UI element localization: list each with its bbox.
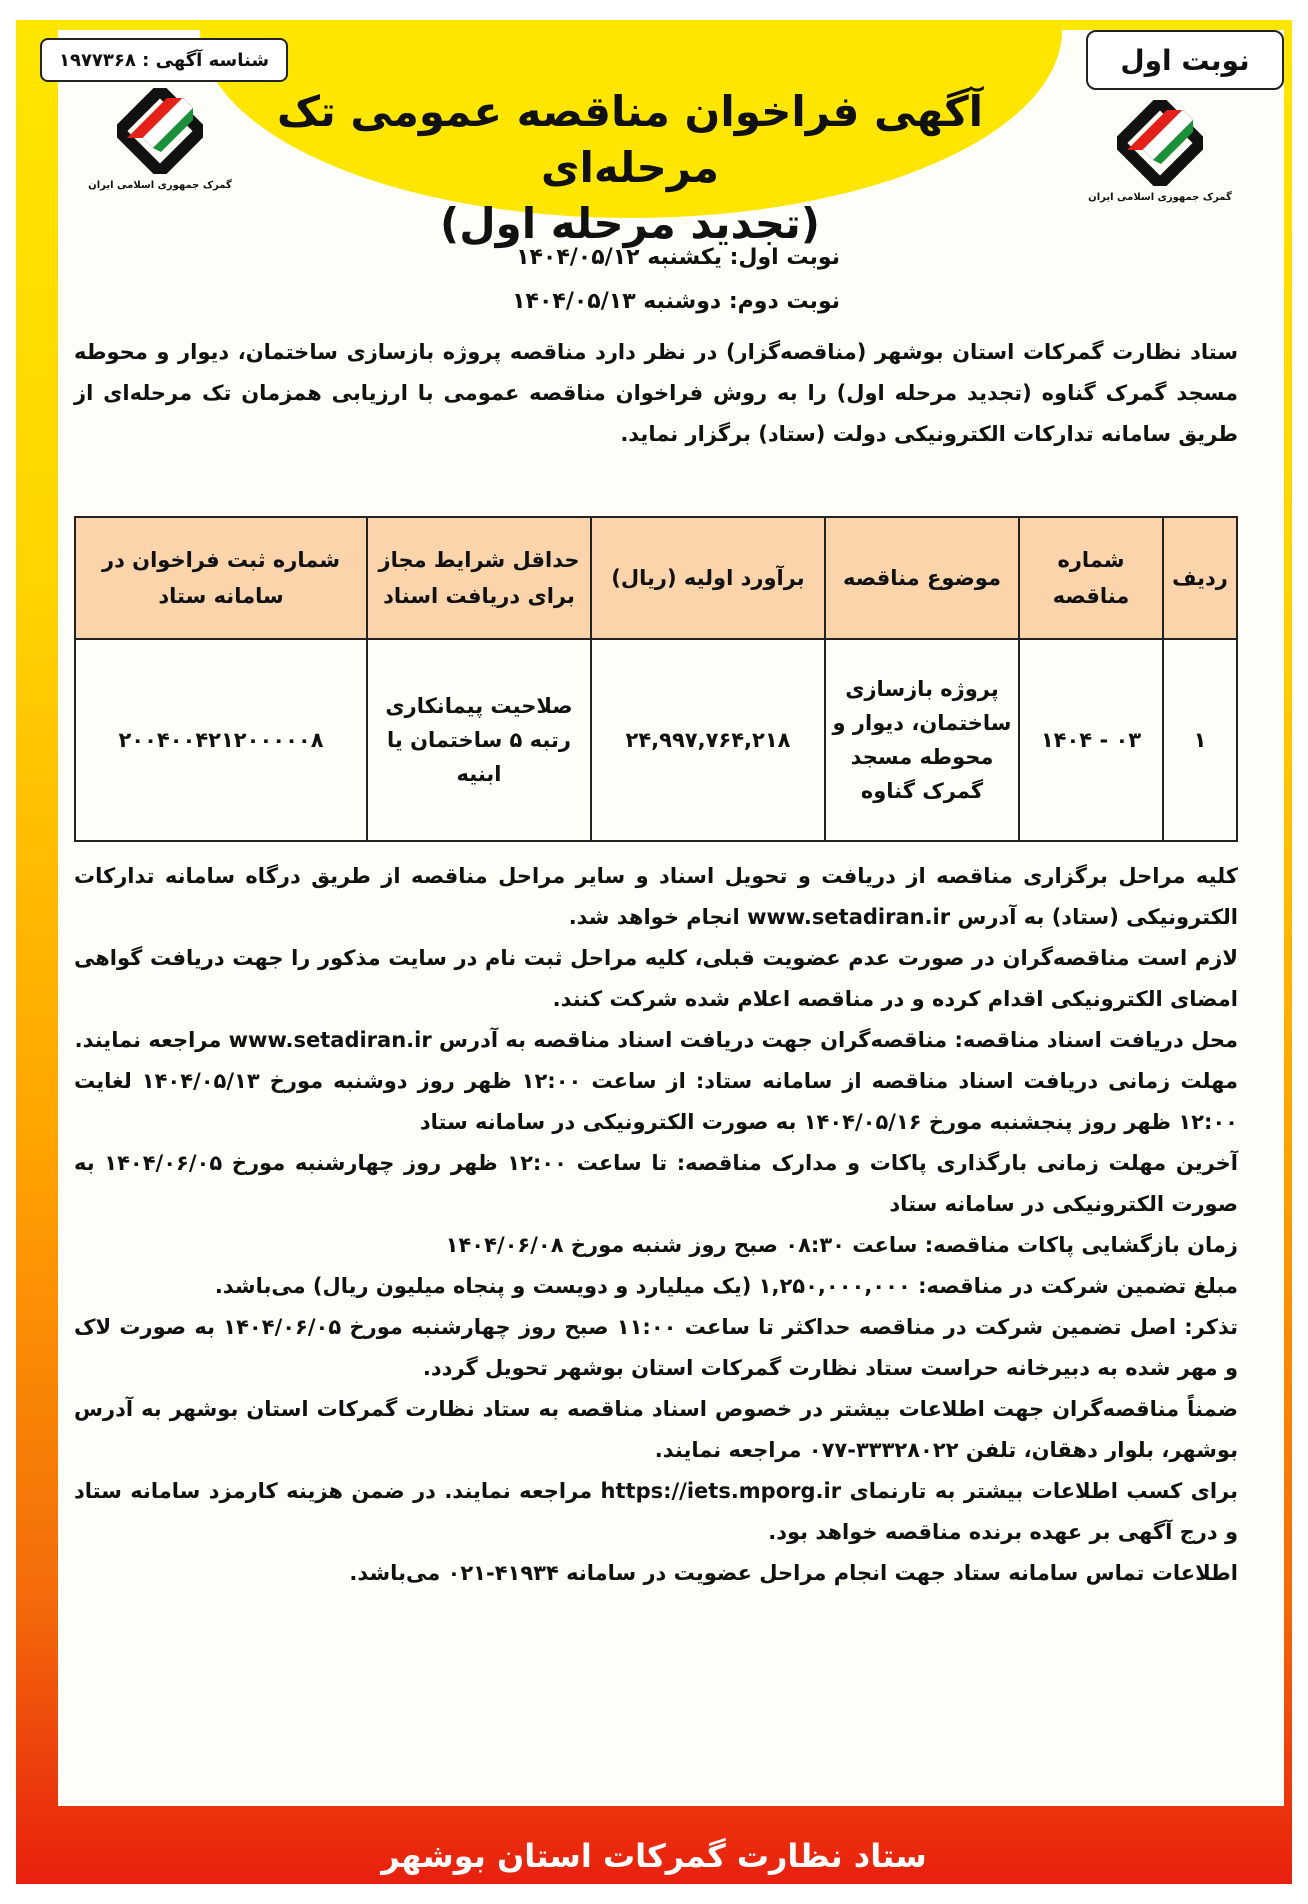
second-round-date: نوبت دوم: دوشنبه ۱۴۰۴/۰۵/۱۳ — [512, 289, 840, 314]
page-title — [230, 84, 1030, 252]
table-header-row — [75, 517, 1237, 639]
col-header-qualification: حداقل شرایط مجاز برای دریافت اسناد — [367, 517, 591, 639]
footer-banner: ستاد نظارت گمرکات استان بوشهر — [381, 1837, 927, 1875]
paragraph-document-deadline: مهلت زمانی دریافت اسناد مناقصه از سامانه ستاد: از ساعت ۱۲:۰۰ ظهر روز دوشنبه مورخ ۱۴۰۴/۰۵/۱۳ لغایت ۱۲:۰۰ ظهر روز پنجشنبه مورخ ۱۴۰۴/۰۵/۱۶ به صورت الکترونیکی در سامانه ستاد — [74, 1069, 1238, 1134]
paragraph-submission-deadline: آخرین مهلت زمانی بارگذاری پاکات و مدارک مناقصه: تا ساعت ۱۲:۰۰ ظهر روز چهارشنبه مورخ ۱۴۰۴/۰۶/۰۵ به صورت الکترونیکی در سامانه ستاد — [74, 1151, 1239, 1216]
col-header-subject: موضوع مناقصه — [825, 517, 1019, 639]
first-round-date: نوبت اول: یکشنبه ۱۴۰۴/۰۵/۱۲ — [516, 245, 840, 270]
paragraph-opening-time: زمان بازگشایی پاکات مناقصه: ساعت ۰۸:۳۰ صبح روز شنبه مورخ ۱۴۰۴/۰۶/۰۸ — [445, 1233, 1238, 1257]
customs-emblem-icon — [117, 88, 203, 174]
paragraph-setad-contact: اطلاعات تماس سامانه ستاد جهت انجام مراحل عضویت در سامانه ۴۱۹۳۴-۰۲۱ می‌باشد. — [349, 1561, 1238, 1585]
title-line-1: آگهی فراخوان مناقصه عمومی تک مرحله‌ای — [276, 87, 984, 192]
table-row — [75, 639, 1237, 841]
cell-qualification: صلاحیت پیمانکاری رتبه ۵ ساختمان یا ابنیه — [367, 639, 591, 841]
intro-paragraph: ستاد نظارت گمرکات استان بوشهر (مناقصه‌گزار) در نظر دارد مناقصه پروژه بازسازی ساختمان، دیوار و محوطه مسجد گمرک گناوه (تجدید مرحله اول) را به روش فراخوان مناقصه عمومی با ارزیابی همزمان تک مرحله‌ای از طریق سامانه تدارکات الکترونیکی دولت (ستاد) برگزار نماید. — [74, 340, 1238, 446]
col-header-row-no: ردیف — [1163, 517, 1237, 639]
publication-dates — [300, 236, 840, 324]
logo-caption: گمرک جمهوری اسلامی ایران — [1088, 192, 1232, 203]
paragraph-guarantee-amount: مبلغ تضمین شرکت در مناقصه: ۱,۲۵۰,۰۰۰,۰۰۰ (یک میلیارد و دویست و پنجاه میلیون ریال) می‌باشد. — [214, 1274, 1238, 1298]
round-badge: نوبت اول — [1086, 30, 1284, 90]
cell-estimate: ۲۴,۹۹۷,۷۶۴,۲۱۸ — [591, 639, 825, 841]
col-header-registration: شماره ثبت فراخوان در سامانه ستاد — [75, 517, 367, 639]
details-section — [74, 856, 1238, 1594]
paragraph-contact-address: ضمناً مناقصه‌گران جهت اطلاعات بیشتر در خصوص اسناد مناقصه به ستاد نظارت گمرکات استان بوشهر به آدرس بوشهر، بلوار دهقان، تلفن ۳۳۳۲۸۰۲۲-۰۷۷ مراجعه نمایند. — [74, 1397, 1238, 1462]
paragraph-process: کلیه مراحل برگزاری مناقصه از دریافت و تحویل اسناد و سایر مراحل مناقصه از طریق درگاه سامانه تدارکات الکترونیکی (ستاد) به آدرس www.setadiran.ir انجام خواهد شد. — [74, 864, 1238, 929]
paragraph-more-info: برای کسب اطلاعات بیشتر به تارنمای https://iets.mporg.ir مراجعه نمایند. در ضمن هزینه کارمزد سامانه ستاد و درج آگهی بر عهده برنده مناقصه خواهد بود. — [74, 1479, 1238, 1544]
col-header-estimate: برآورد اولیه (ریال) — [591, 517, 825, 639]
cell-subject: پروژه بازسازی ساختمان، دیوار و محوطه مسجد گمرک گناوه — [825, 639, 1019, 841]
customs-logo-right — [1070, 100, 1250, 230]
ad-id-box: شناسه آگهی : ۱۹۷۷۳۶۸ — [40, 38, 288, 82]
logo-caption: گمرک جمهوری اسلامی ایران — [88, 180, 232, 191]
title-line-2: (تجدید مرحله اول) — [440, 199, 820, 248]
customs-logo-left — [70, 88, 250, 218]
customs-emblem-icon — [1117, 100, 1203, 186]
col-header-tender-no: شماره مناقصه — [1019, 517, 1163, 639]
cell-registration: ۲۰۰۴۰۰۴۲۱۲۰۰۰۰۰۸ — [75, 639, 367, 841]
tender-table — [74, 516, 1238, 842]
cell-tender-no: ۰۳ - ۱۴۰۴ — [1019, 639, 1163, 841]
cell-row-no: ۱ — [1163, 639, 1237, 841]
paragraph-document-location: محل دریافت اسناد مناقصه: مناقصه‌گران جهت دریافت اسناد مناقصه به آدرس www.setadiran.ir مراجعه نمایند. — [74, 1028, 1238, 1052]
paragraph-registration: لازم است مناقصه‌گران در صورت عدم عضویت قبلی، کلیه مراحل ثبت نام در سایت مذکور را جهت دریافت گواهی امضای الکترونیکی اقدام کرده و در مناقصه اعلام شده شرکت کنند. — [74, 946, 1238, 1011]
paragraph-guarantee-note: تذکر: اصل تضمین شرکت در مناقصه حداکثر تا ساعت ۱۱:۰۰ صبح روز چهارشنبه مورخ ۱۴۰۴/۰۶/۰۵ به صورت لاک و مهر شده به دبیرخانه حراست ستاد نظارت گمرکات استان بوشهر تحویل گردد. — [74, 1315, 1238, 1380]
